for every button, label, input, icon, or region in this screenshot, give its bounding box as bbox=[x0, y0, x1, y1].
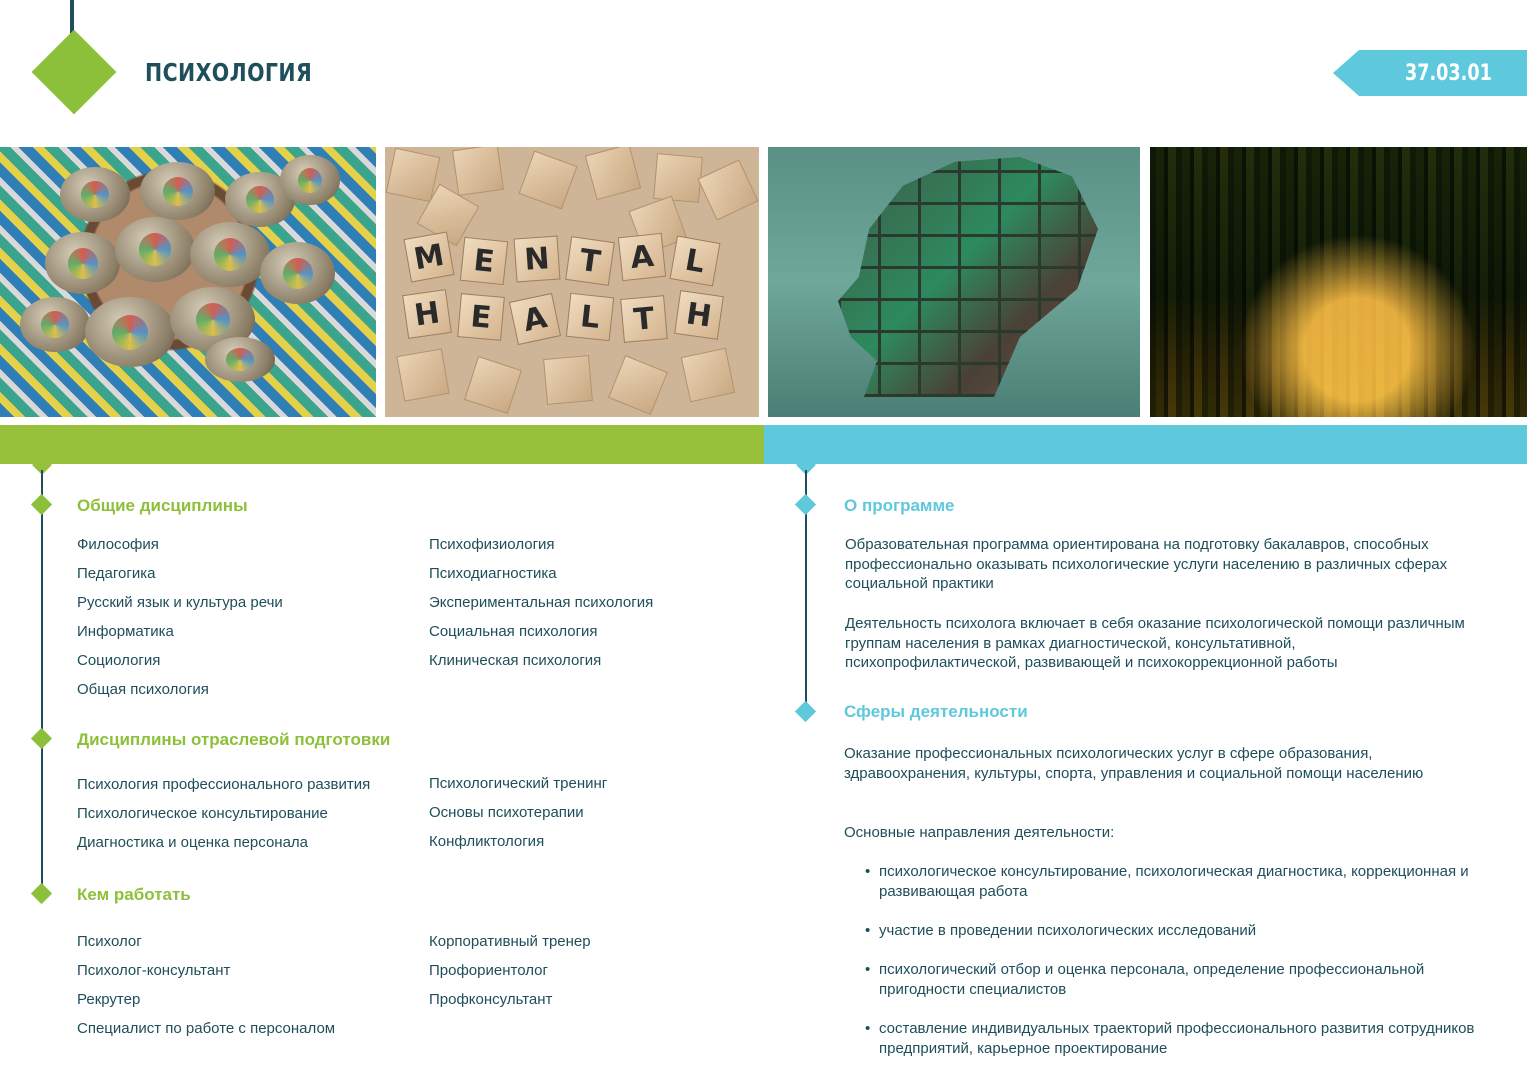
mosaic-head-silhouette bbox=[838, 157, 1098, 397]
spheres-heading: Сферы деятельности bbox=[844, 702, 1028, 721]
tile-letter: M bbox=[404, 232, 455, 283]
mental-health-tiles-photo bbox=[385, 147, 759, 417]
list-item: Диагностика и оценка персонала bbox=[77, 834, 309, 851]
tile-letter: H bbox=[674, 290, 724, 340]
about-paragraph: Образовательная программа ориентирована на подготовку бакалавров, способных профессионально оказывать психологические услуги населению в различных сферах социальной практики bbox=[845, 536, 1448, 593]
list-item: Психология профессионального развития bbox=[77, 776, 371, 793]
list-item: Рекрутер bbox=[77, 991, 141, 1008]
spheres-intro: Оказание профессиональных психологических услуг в сфере образования, здравоохранения, культуры, спорта, управления и социальной помощи населению bbox=[844, 745, 1424, 782]
direction-bullet: • составление индивидуальных траекторий профессионального развития сотрудников предприятий, карьерное проектирование bbox=[865, 1019, 1485, 1058]
list-item: Специалист по работе с персоналом bbox=[77, 1020, 336, 1037]
abstract-forest-photo bbox=[1150, 147, 1527, 417]
logo-diamond-icon bbox=[32, 30, 117, 115]
tile-letter: T bbox=[620, 295, 668, 343]
industry-disciplines-heading: Дисциплины отраслевой подготовки bbox=[77, 730, 391, 749]
direction-bullet: • психологический отбор и оценка персонала, определение профессиональной пригодности специалистов bbox=[865, 960, 1485, 999]
list-item: Профориентолог bbox=[429, 962, 548, 979]
about-paragraph: Деятельность психолога включает в себя оказание психологической помощи различным группам населения в рамках диагностической, консультативной, психопрофилактической, развивающей и психокоррекционной работы bbox=[845, 615, 1465, 672]
tile-letter: L bbox=[670, 236, 721, 287]
tile-letter: A bbox=[509, 293, 561, 345]
general-disciplines-heading: Общие дисциплины bbox=[77, 496, 248, 515]
direction-bullet: • психологическое консультирование, психологическая диагностика, коррекционная и развивающая работа bbox=[865, 862, 1485, 901]
list-item: Психологический тренинг bbox=[429, 775, 608, 792]
list-item: Экспериментальная психология bbox=[429, 594, 654, 611]
page-title: ПСИХОЛОГИЯ bbox=[145, 58, 313, 87]
tile-letter: E bbox=[460, 237, 508, 285]
list-item: Педагогика bbox=[77, 565, 156, 582]
list-item: Социальная психология bbox=[429, 623, 598, 640]
timeline-node-icon bbox=[31, 728, 52, 749]
list-item: Психодиагностика bbox=[429, 565, 557, 582]
tile-letter: E bbox=[457, 293, 505, 341]
list-item: Психолог-консультант bbox=[77, 962, 231, 979]
tile-letter: L bbox=[566, 293, 614, 341]
list-item: Русский язык и культура речи bbox=[77, 594, 283, 611]
list-item: Конфликтология bbox=[429, 833, 545, 850]
direction-bullet: • участие в проведении психологических исследований bbox=[865, 921, 1485, 941]
list-item: Психологическое консультирование bbox=[77, 805, 328, 822]
list-item: Корпоративный тренер bbox=[429, 933, 591, 950]
list-item: Общая психология bbox=[77, 681, 209, 698]
list-item: Основы психотерапии bbox=[429, 804, 584, 821]
about-program-heading: О программе bbox=[844, 496, 955, 515]
list-item: Философия bbox=[77, 536, 159, 553]
program-code: 37.03.01 bbox=[1405, 61, 1492, 86]
mosaic-head-photo bbox=[768, 147, 1140, 417]
mosaic-stones-photo bbox=[0, 147, 376, 417]
right-section-bar bbox=[764, 425, 1527, 464]
tile-letter: N bbox=[514, 236, 561, 283]
tile-letter: A bbox=[618, 233, 666, 281]
tile-letter: H bbox=[402, 289, 452, 339]
timeline-node-icon bbox=[795, 494, 816, 515]
list-item: Психолог bbox=[77, 933, 142, 950]
tile-letter: T bbox=[565, 236, 615, 286]
list-item: Психофизиология bbox=[429, 536, 555, 553]
timeline-node-icon bbox=[31, 883, 52, 904]
list-item: Клиническая психология bbox=[429, 652, 602, 669]
timeline-node-icon bbox=[31, 494, 52, 515]
directions-label: Основные направления деятельности: bbox=[844, 824, 1115, 841]
left-timeline-line bbox=[41, 470, 43, 895]
list-item: Профконсультант bbox=[429, 991, 553, 1008]
list-item: Информатика bbox=[77, 623, 174, 640]
timeline-node-icon bbox=[795, 701, 816, 722]
careers-heading: Кем работать bbox=[77, 885, 191, 904]
list-item: Социология bbox=[77, 652, 161, 669]
left-section-bar bbox=[0, 425, 764, 464]
